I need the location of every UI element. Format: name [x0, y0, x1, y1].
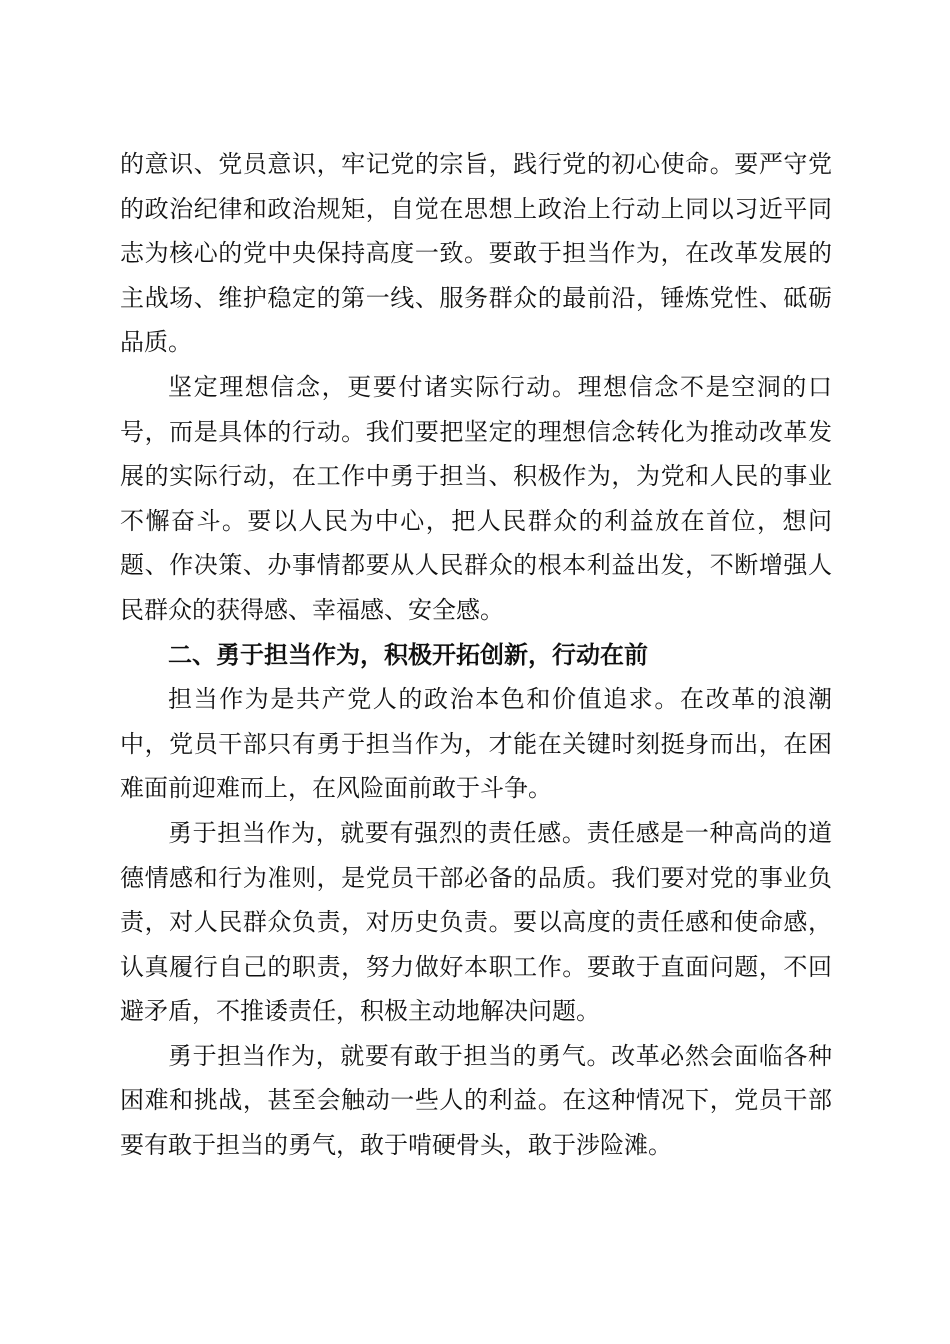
paragraph-ideals-action: 坚定理想信念，更要付诸实际行动。理想信念不是空洞的口号，而是具体的行动。我们要把坚定的理想信念转化为推动改革发展的实际行动，在工作中勇于担当、积极作为，为党和人民的事业不懈奋斗。要以人民为中心，把人民群众的利益放在首位，想问题、作决策、办事情都要从人民群众的根本利益出发，不断增强人民群众的获得感、幸福感、安全感。 [120, 372, 832, 624]
paragraph-responsibility-intro: 担当作为是共产党人的政治本色和价值追求。在改革的浪潮中，党员干部只有勇于担当作为，才能在关键时刻挺身而出，在困难面前迎难而上，在风险面前敢于斗争。 [120, 685, 832, 803]
document-body [120, 142, 832, 1168]
paragraph-sense-of-responsibility: 勇于担当作为，就要有强烈的责任感。责任感是一种高尚的道德情感和行为准则，是党员干部必备的品质。我们要对党的事业负责，对人民群众负责，对历史负责。要以高度的责任感和使命感，认真履行自己的职责，努力做好本职工作。要敢于直面问题，不回避矛盾，不推诿责任，积极主动地解决问题。 [120, 818, 832, 1026]
paragraph-continuation: 的意识、党员意识，牢记党的宗旨，践行党的初心使命。要严守党的政治纪律和政治规矩，自觉在思想上政治上行动上同以习近平同志为核心的党中央保持高度一致。要敢于担当作为，在改革发展的主战场、维护稳定的第一线、服务群众的最前沿，锤炼党性、砥砺品质。 [120, 150, 832, 357]
paragraph-courage: 勇于担当作为，就要有敢于担当的勇气。改革必然会面临各种困难和挑战，甚至会触动一些人的利益。在这种情况下，党员干部要有敢于担当的勇气，敢于啃硬骨头，敢于涉险滩。 [120, 1041, 832, 1160]
section-heading: 二、勇于担当作为，积极开拓创新，行动在前 [168, 640, 648, 669]
